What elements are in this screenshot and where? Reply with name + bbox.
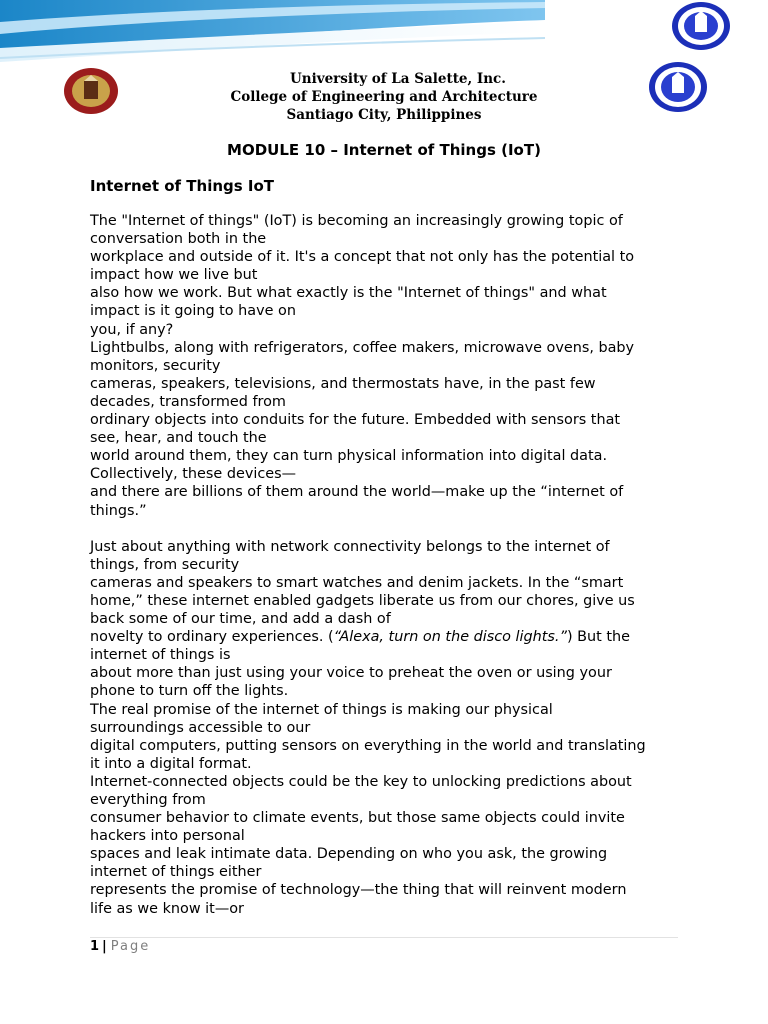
paragraph-line: back some of our time, and add a dash of: [90, 611, 391, 628]
paragraph-line: [90, 628, 686, 646]
paragraph-line: home,” these internet enabled gadgets liberate us from our chores, give us: [90, 592, 635, 609]
paragraph-line: Just about anything with network connectivity belongs to the internet of: [90, 538, 610, 555]
document-body: [90, 176, 686, 918]
quote-prefix: novelty to ordinary experiences. (: [90, 629, 334, 646]
paragraph-line: spaces and leak intimate data. Depending on who you ask, the growing: [90, 846, 608, 863]
university-name: University of La Salette, Inc.: [290, 71, 506, 87]
footer-divider: [90, 937, 678, 938]
paragraph-line: and there are billions of them around the world—make up the “internet of: [90, 484, 624, 501]
location: Santiago City, Philippines: [286, 107, 482, 123]
paragraph-1: [90, 212, 686, 520]
section-heading: Internet of Things IoT: [90, 177, 275, 195]
paragraph-line: Internet-connected objects could be the key to unlocking predictions about: [90, 773, 632, 790]
quote-text: “Alexa, turn on the disco lights.”: [333, 629, 567, 646]
module-title: MODULE 10 – Internet of Things (IoT): [227, 141, 541, 159]
paragraph-line: The real promise of the internet of things is making our physical: [90, 701, 553, 718]
page-footer: [90, 939, 150, 955]
paragraph-line: things.”: [90, 502, 147, 519]
paragraph-line: digital computers, putting sensors on everything in the world and translating: [90, 737, 646, 754]
paragraph-line: consumer behavior to climate events, but those same objects could invite: [90, 810, 625, 827]
paragraph-line: things, from security: [90, 556, 240, 573]
paragraph-line: represents the promise of technology—the thing that will reinvent modern: [90, 882, 627, 899]
paragraph-line: hackers into personal: [90, 828, 245, 845]
paragraph-line: about more than just using your voice to preheat the oven or using your: [90, 665, 612, 682]
paragraph-line: Collectively, these devices—: [90, 466, 296, 483]
paragraph-line: ordinary objects into conduits for the future. Embedded with sensors that: [90, 412, 621, 429]
page-number: 1: [90, 939, 100, 954]
paragraph-line: monitors, security: [90, 357, 221, 374]
college-seal-logo-top: [670, 0, 732, 52]
paragraph-line: impact is it going to have on: [90, 303, 296, 320]
paragraph-line: world around them, they can turn physical information into digital data.: [90, 448, 608, 465]
paragraph-line: workplace and outside of it. It's a concept that not only has the potential to: [90, 249, 635, 266]
paragraph-line: Lightbulbs, along with refrigerators, coffee makers, microwave ovens, baby: [90, 339, 635, 356]
paragraph-line: also how we work. But what exactly is the "Internet of things" and what: [90, 285, 607, 302]
paragraph-line: impact how we live but: [90, 267, 258, 284]
paragraph-line: decades, transformed from: [90, 393, 286, 410]
paragraph-line: everything from: [90, 792, 206, 808]
paragraph-line: cameras, speakers, televisions, and thermostats have, in the past few: [90, 375, 596, 392]
paragraph-line: The "Internet of things" (IoT) is becoming an increasingly growing topic of: [90, 213, 623, 229]
paragraph-line: it into a digital format.: [90, 755, 252, 772]
footer-separator: |: [102, 939, 107, 954]
paragraph-line: cameras and speakers to smart watches and denim jackets. In the “smart: [90, 574, 624, 591]
page-label: Page: [110, 939, 151, 954]
paragraph-line: internet of things is: [90, 647, 231, 664]
quote-suffix: ) But the: [566, 629, 630, 646]
paragraph-line: life as we know it—or: [90, 900, 244, 917]
paragraph-line: internet of things either: [90, 864, 262, 881]
college-name: College of Engineering and Architecture: [230, 89, 538, 105]
paragraph-line: conversation both in the: [90, 231, 267, 248]
paragraph-line: surroundings accessible to our: [90, 719, 311, 736]
paragraph-2: [90, 538, 686, 918]
paragraph-line: you, if any?: [90, 321, 174, 338]
paragraph-line: phone to turn off the lights.: [90, 683, 289, 700]
paragraph-line: see, hear, and touch the: [90, 430, 267, 447]
header-banner: [0, 0, 545, 70]
